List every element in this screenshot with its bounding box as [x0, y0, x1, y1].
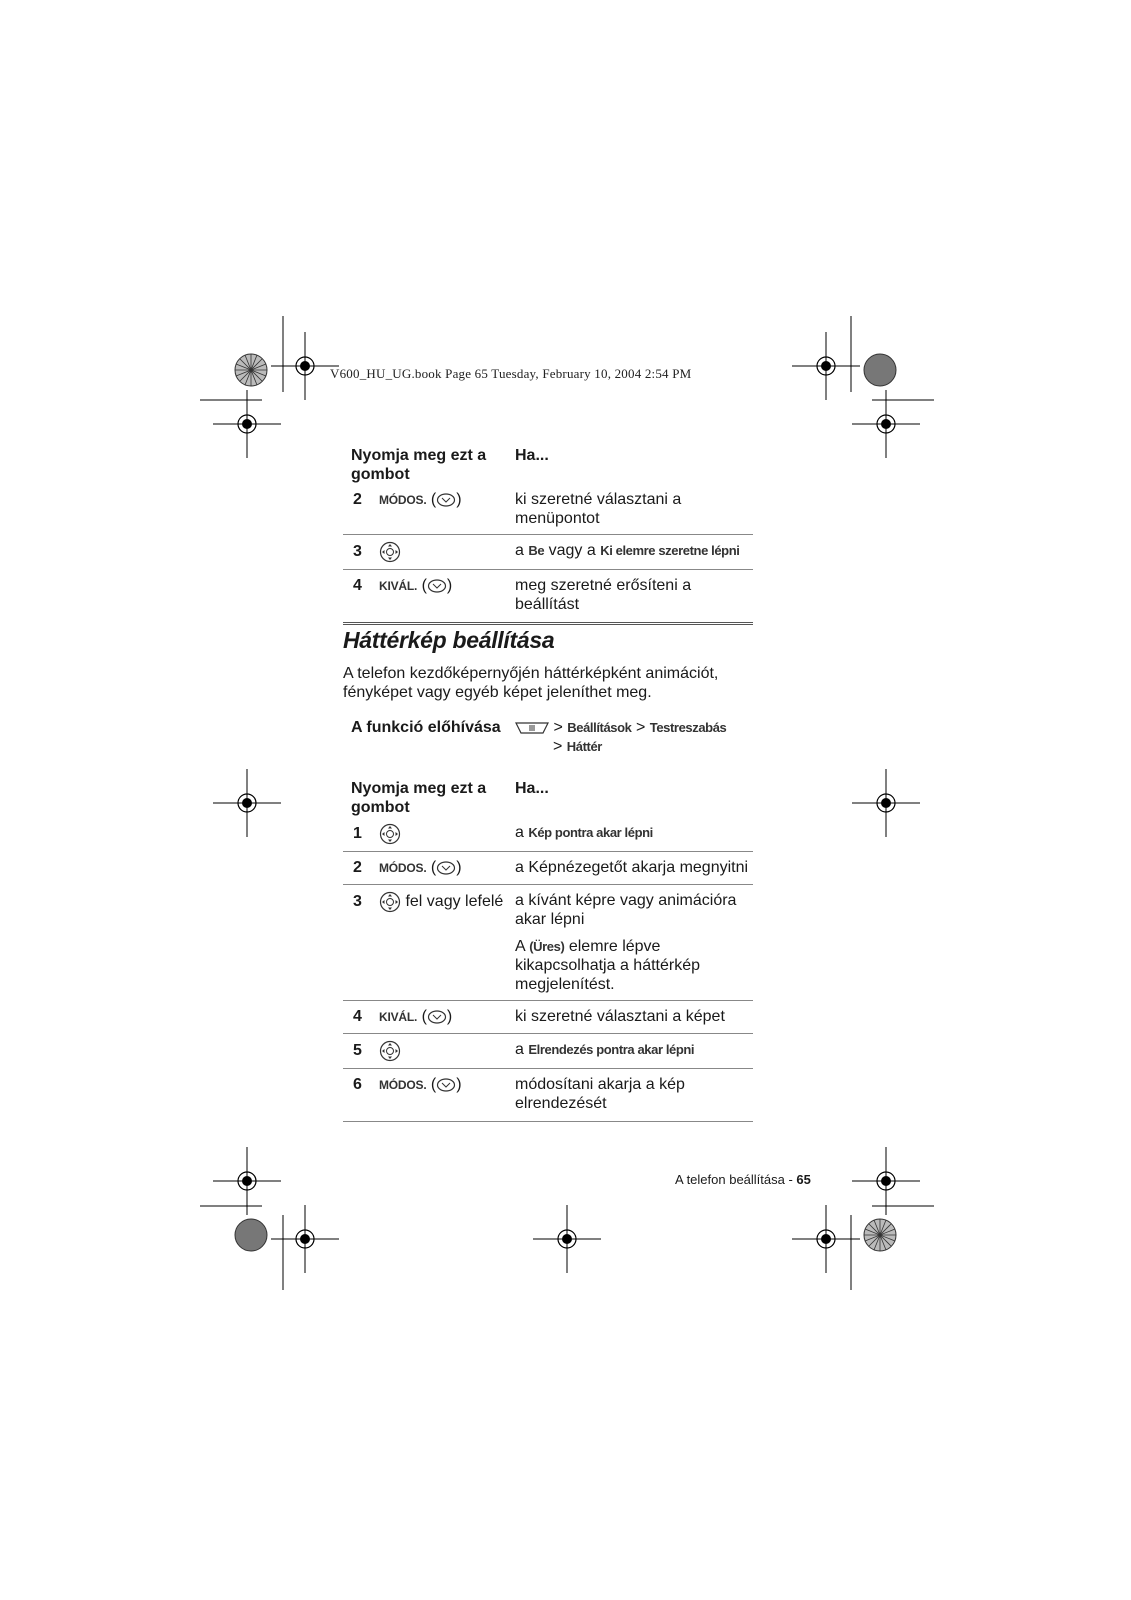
col-press-header: Nyomja meg ezt a gombot: [351, 780, 487, 816]
right-softkey-icon: [436, 1078, 456, 1092]
feature-access: A funkció előhívása > Beállítások > Testreszabás > Háttér: [343, 718, 753, 756]
page-number: 65: [796, 1172, 811, 1187]
table-row: 3 a Be vagy a Ki elemre szeretne lépni: [343, 535, 753, 570]
book-info: V600_HU_UG.book Page 65 Tuesday, February 10, 2004 2:54 PM: [330, 366, 692, 381]
col-if-header: Ha...: [515, 447, 549, 464]
menu-key-icon: [515, 721, 549, 735]
menu-path-1: Beállítások: [567, 720, 632, 735]
softkey-label: MÓDOS.: [379, 493, 427, 507]
col-if-header: Ha...: [515, 780, 549, 797]
right-softkey-icon: [427, 579, 447, 593]
table-row: 2 MÓDOS. ( ) a Képnézegetőt akarja megnyitni: [343, 852, 753, 885]
key-table-2: [343, 779, 753, 1122]
table-row: 4 KIVÁL. ( ) meg szeretné erősíteni a beállítást: [353, 577, 692, 613]
menu-path-3: Háttér: [566, 739, 602, 754]
section-title: Háttérkép beállítása: [343, 627, 555, 653]
nav-key-icon: [379, 1040, 401, 1062]
right-softkey-icon: [436, 493, 456, 507]
table-row: 6 MÓDOS. ( ) módosítani akarja a kép elrendezését: [353, 1076, 685, 1112]
right-softkey-icon: [436, 861, 456, 875]
table-row: 2 MÓDOS. ( ) ki szeretné választani a menüpontot: [343, 488, 753, 535]
table-row: 4 KIVÁL. ( ) ki szeretné választani a képet: [343, 1001, 753, 1034]
section-intro: A telefon kezdőképernyőjén háttérképként animációt, fényképet vagy egyéb képet jeleníthet meg.: [343, 665, 719, 701]
col-press-header: Nyomja meg ezt a gombot: [351, 447, 487, 483]
page-footer: A telefon beállítása - 65: [675, 1172, 811, 1187]
nav-key-icon: [379, 541, 401, 563]
right-softkey-icon: [427, 1010, 447, 1024]
menu-path-2: Testreszabás: [649, 720, 727, 735]
table-row: 3 fel vagy lefelé a kívánt képre vagy animációra akar lépni A (Üres) elemre lépve kikapcsolhatja a háttérkép megjelenítést.: [343, 885, 753, 1001]
key-table-1: [343, 446, 753, 625]
table-row: 1 a Kép pontra akar lépni: [343, 821, 753, 852]
nav-key-icon: [379, 823, 401, 845]
nav-key-icon: [379, 891, 401, 913]
table-row: 5 a Elrendezés pontra akar lépni: [343, 1034, 753, 1069]
feature-label: A funkció előhívása: [351, 719, 501, 736]
